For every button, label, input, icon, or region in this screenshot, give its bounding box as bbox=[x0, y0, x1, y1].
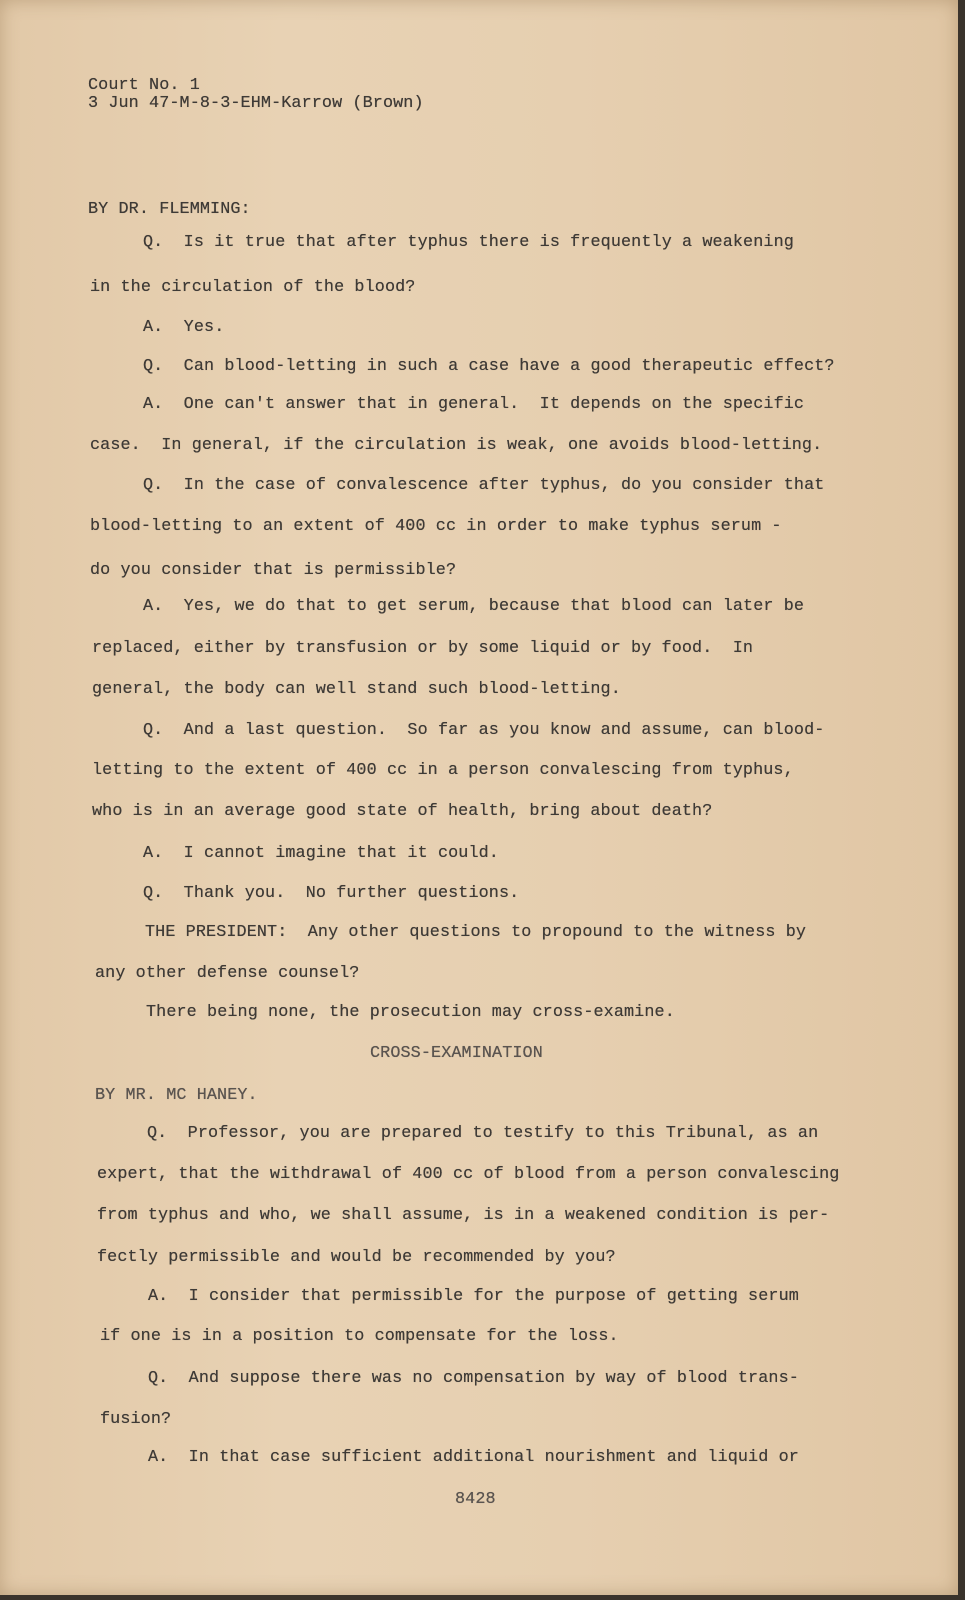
text-line: Q. And a last question. So far as you know and assume, can blood- bbox=[143, 721, 825, 740]
text-line: in the circulation of the blood? bbox=[90, 278, 416, 297]
text-line: fusion? bbox=[100, 1410, 172, 1429]
text-line: Q. And suppose there was no compensation by way of blood trans- bbox=[148, 1369, 799, 1388]
text-line: A. In that case sufficient additional nourishment and liquid or bbox=[148, 1448, 799, 1467]
text-line: replaced, either by transfusion or by some liquid or by food. In bbox=[92, 639, 754, 658]
text-line: A. One can't answer that in general. It depends on the specific bbox=[143, 395, 805, 414]
text-line: A. Yes, we do that to get serum, because that blood can later be bbox=[143, 597, 805, 616]
text-line: fectly permissible and would be recommended by you? bbox=[97, 1248, 616, 1267]
speaker-heading: BY MR. MC HANEY. bbox=[95, 1086, 258, 1105]
section-heading: CROSS-EXAMINATION bbox=[370, 1044, 543, 1063]
text-line: Q. Can blood-letting in such a case have a good therapeutic effect? bbox=[143, 357, 835, 376]
court-number: Court No. 1 bbox=[88, 76, 200, 95]
text-line: Q. Is it true that after typhus there is frequently a weakening bbox=[143, 233, 794, 252]
text-line: any other defense counsel? bbox=[95, 964, 360, 983]
text-line: letting to the extent of 400 cc in a person convalescing from typhus, bbox=[92, 761, 794, 780]
text-line: from typhus and who, we shall assume, is in a weakened condition is per- bbox=[97, 1206, 830, 1225]
document-reference: 3 Jun 47-M-8-3-EHM-Karrow (Brown) bbox=[88, 94, 424, 113]
page-number: 8428 bbox=[455, 1490, 496, 1509]
text-line: if one is in a position to compensate for the loss. bbox=[100, 1327, 619, 1346]
text-line: A. I cannot imagine that it could. bbox=[143, 844, 499, 863]
text-line: case. In general, if the circulation is weak, one avoids blood-letting. bbox=[90, 436, 823, 455]
text-line: THE PRESIDENT: Any other questions to propound to the witness by bbox=[145, 923, 807, 942]
text-line: blood-letting to an extent of 400 cc in order to make typhus serum - bbox=[90, 517, 782, 536]
text-line: There being none, the prosecution may cross-examine. bbox=[146, 1003, 675, 1022]
text-line: who is in an average good state of health, bring about death? bbox=[92, 802, 713, 821]
text-line: Q. In the case of convalescence after typhus, do you consider that bbox=[143, 476, 825, 495]
text-line: Q. Professor, you are prepared to testify to this Tribunal, as an bbox=[147, 1124, 819, 1143]
text-line: general, the body can well stand such blood-letting. bbox=[92, 680, 621, 699]
text-line: A. I consider that permissible for the purpose of getting serum bbox=[148, 1287, 799, 1306]
speaker-heading: BY DR. FLEMMING: bbox=[88, 200, 251, 219]
text-line: expert, that the withdrawal of 400 cc of blood from a person convalescing bbox=[97, 1165, 840, 1184]
text-line: do you consider that is permissible? bbox=[90, 561, 457, 580]
text-line: A. Yes. bbox=[143, 318, 225, 337]
text-line: Q. Thank you. No further questions. bbox=[143, 884, 520, 903]
